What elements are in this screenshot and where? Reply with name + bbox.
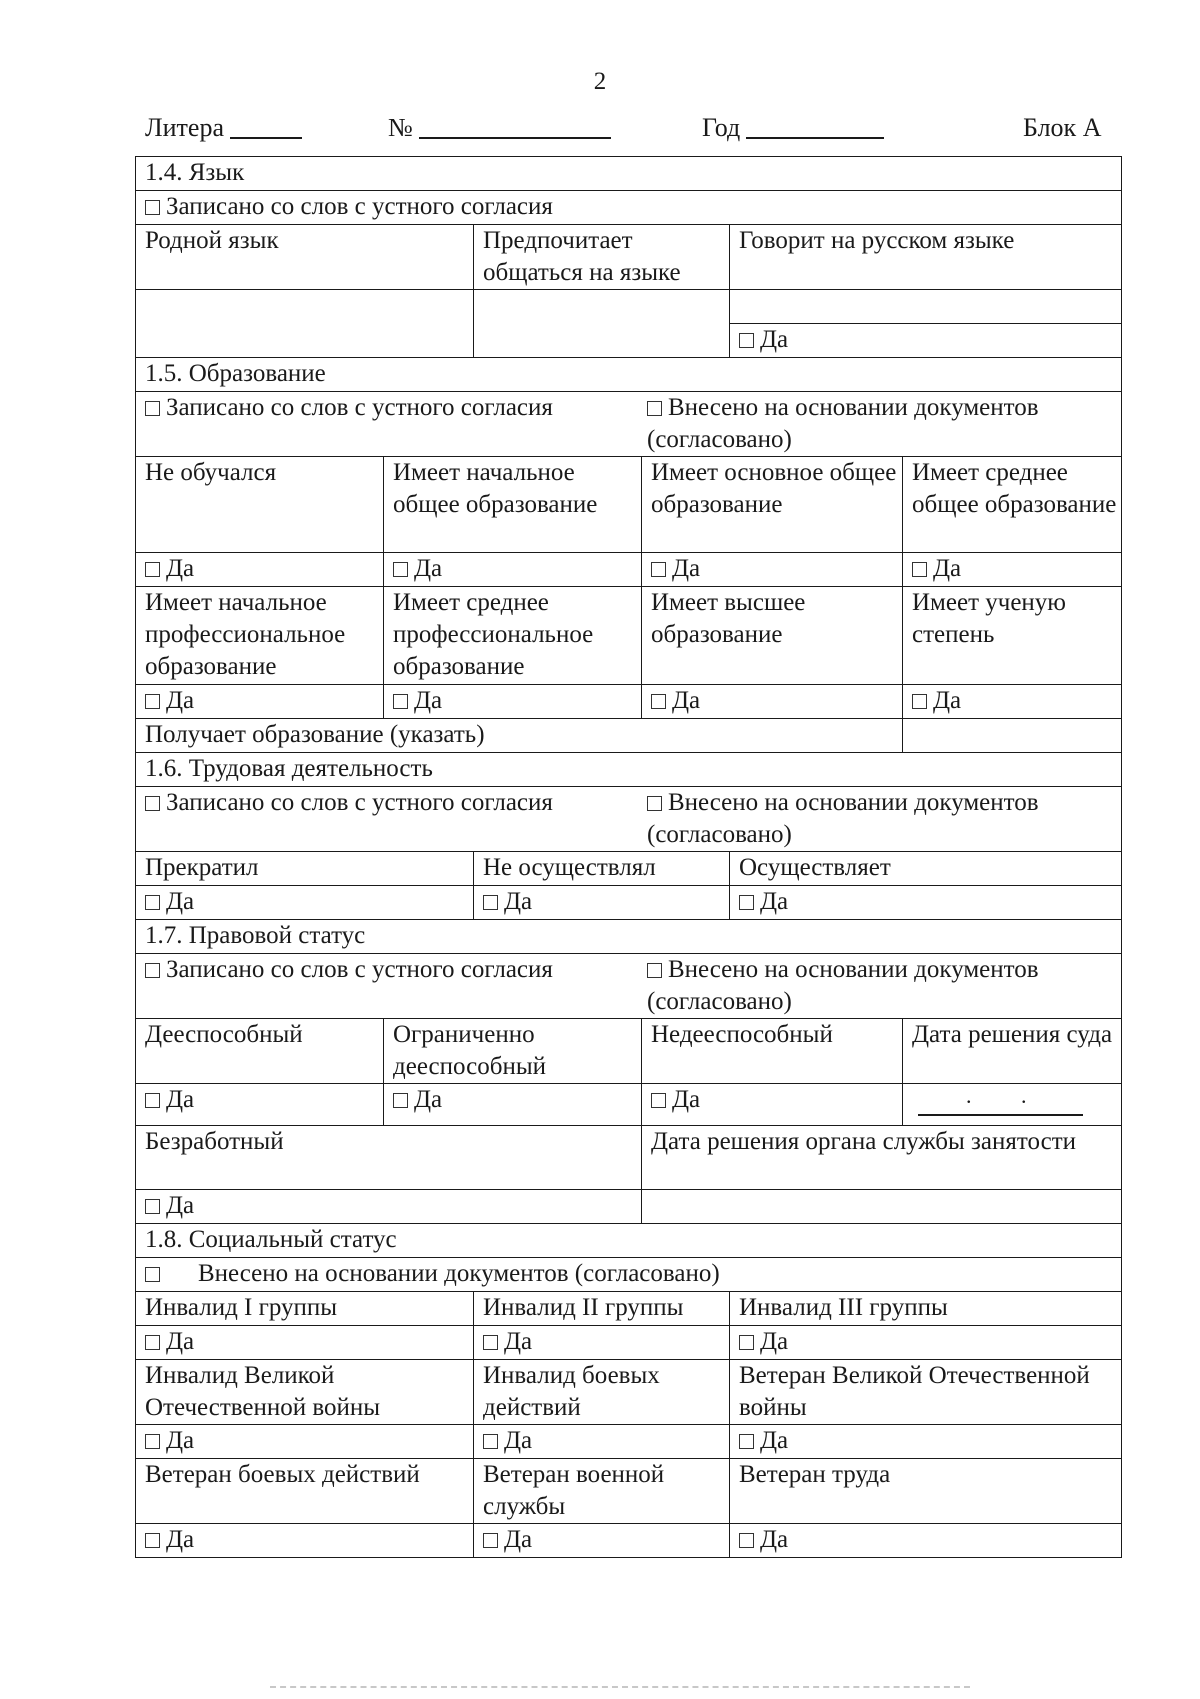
number-label: №	[388, 113, 413, 142]
yes-label: Да	[672, 555, 701, 582]
edu-secondary-general-header: Имеет среднее общее образование	[903, 457, 1122, 553]
disabled-group1-yes	[136, 1326, 474, 1360]
veteran-labor-header: Ветеран труда	[730, 1459, 1122, 1524]
yes-label: Да	[760, 888, 789, 915]
veteran-ww2-checkbox[interactable]	[739, 1434, 754, 1449]
year-label: Год	[702, 113, 741, 142]
yes-label: Да	[414, 555, 443, 582]
yes-label: Да	[414, 687, 443, 714]
yes-label: Да	[166, 687, 195, 714]
education-docs-label: Внесено на основании документов (согласовано)	[647, 394, 1039, 453]
edu-basic-general-yes	[642, 553, 903, 587]
legal-oral-label: Записано со слов с устного согласия	[166, 956, 553, 983]
number-field	[388, 113, 413, 143]
speaks-russian-checkbox[interactable]	[739, 333, 754, 348]
veteran-military-yes	[474, 1524, 730, 1558]
employment-office-date-header: Дата решения органа службы занятости	[642, 1126, 1122, 1190]
edu-higher-checkbox[interactable]	[651, 694, 666, 709]
veteran-combat-yes	[136, 1524, 474, 1558]
work-current-header: Осуществляет	[730, 852, 1122, 886]
legal-docs-label: Внесено на основании документов (согласовано)	[647, 956, 1039, 1015]
disabled-group2-header: Инвалид II группы	[474, 1292, 730, 1326]
veteran-combat-header: Ветеран боевых действий	[136, 1459, 474, 1524]
yes-label: Да	[760, 326, 789, 353]
speaks-russian-blank	[730, 290, 1122, 324]
legal-limited-header: Ограниченно дееспособный	[384, 1019, 642, 1084]
work-current-yes	[730, 886, 1122, 920]
legal-incapable-checkbox[interactable]	[651, 1093, 666, 1108]
yes-label: Да	[414, 1086, 443, 1113]
work-never-yes	[474, 886, 730, 920]
education-oral-checkbox[interactable]	[145, 401, 160, 416]
disabled-group1-header: Инвалид I группы	[136, 1292, 474, 1326]
native-language-input[interactable]	[136, 290, 474, 358]
number-input[interactable]	[419, 113, 611, 139]
yes-label: Да	[760, 1427, 789, 1454]
education-docs-checkbox[interactable]	[647, 401, 662, 416]
yes-label: Да	[166, 1192, 195, 1219]
employment-source-row	[136, 787, 1122, 852]
yes-label: Да	[504, 1328, 533, 1355]
edu-secondary-prof-checkbox[interactable]	[393, 694, 408, 709]
speaks-russian-yes	[730, 324, 1122, 358]
employment-office-date-input[interactable]	[642, 1190, 1122, 1224]
disabled-group3-checkbox[interactable]	[739, 1335, 754, 1350]
yes-label: Да	[166, 1328, 195, 1355]
yes-label: Да	[933, 687, 962, 714]
yes-label: Да	[504, 1427, 533, 1454]
disabled-group2-yes	[474, 1326, 730, 1360]
education-oral-label: Записано со слов с устного согласия	[166, 394, 553, 421]
yes-label: Да	[166, 1427, 195, 1454]
preferred-language-input[interactable]	[474, 290, 730, 358]
preferred-language-header: Предпочитает общаться на языке	[474, 225, 730, 290]
disabled-combat-yes	[474, 1425, 730, 1459]
edu-degree-yes	[903, 685, 1122, 719]
social-docs-checkbox[interactable]	[145, 1267, 160, 1282]
veteran-labor-yes	[730, 1524, 1122, 1558]
employment-docs-label: Внесено на основании документов (согласовано)	[647, 789, 1039, 848]
legal-capable-yes	[136, 1084, 384, 1126]
court-date-header: Дата решения суда	[903, 1019, 1122, 1084]
form-header	[145, 113, 1110, 149]
court-date-cell	[903, 1084, 1122, 1126]
employment-oral-label: Записано со слов с устного согласия	[166, 789, 553, 816]
litera-field	[145, 113, 224, 143]
yes-label: Да	[672, 1086, 701, 1113]
disabled-group2-checkbox[interactable]	[483, 1335, 498, 1350]
section-title-education: 1.5. Образование	[136, 358, 1122, 392]
legal-incapable-yes	[642, 1084, 903, 1126]
edu-secondary-general-yes	[903, 553, 1122, 587]
legal-docs-checkbox[interactable]	[647, 963, 662, 978]
work-never-header: Не осуществлял	[474, 852, 730, 886]
section-title-language: 1.4. Язык	[136, 157, 1122, 191]
form-table	[135, 156, 1122, 1558]
disabled-ww2-header: Инвалид Великой Отечественной войны	[136, 1360, 474, 1425]
court-date-input[interactable]: . .	[918, 1084, 1083, 1116]
edu-primary-general-header: Имеет начальное общее образование	[384, 457, 642, 553]
yes-label: Да	[933, 555, 962, 582]
veteran-military-checkbox[interactable]	[483, 1533, 498, 1548]
edu-receiving-label: Получает образование (указать)	[136, 719, 903, 753]
yes-label: Да	[166, 1526, 195, 1553]
yes-label: Да	[166, 555, 195, 582]
education-source-row	[136, 392, 1122, 457]
disabled-ww2-checkbox[interactable]	[145, 1434, 160, 1449]
unemployed-checkbox[interactable]	[145, 1199, 160, 1214]
litera-input[interactable]	[230, 113, 302, 139]
edu-secondary-prof-header: Имеет среднее профессиональное образование	[384, 587, 642, 685]
page-bottom-artifact	[270, 1686, 970, 1690]
edu-none-header: Не обучался	[136, 457, 384, 553]
veteran-labor-checkbox[interactable]	[739, 1533, 754, 1548]
language-source-row	[136, 191, 1122, 225]
edu-basic-general-checkbox[interactable]	[651, 562, 666, 577]
section-title-legal-status: 1.7. Правовой статус	[136, 920, 1122, 954]
legal-capable-checkbox[interactable]	[145, 1093, 160, 1108]
edu-secondary-prof-yes	[384, 685, 642, 719]
edu-primary-general-yes	[384, 553, 642, 587]
work-stopped-checkbox[interactable]	[145, 895, 160, 910]
edu-higher-header: Имеет высшее образование	[642, 587, 903, 685]
work-never-checkbox[interactable]	[483, 895, 498, 910]
disabled-group1-checkbox[interactable]	[145, 1335, 160, 1350]
block-label: Блок А	[1023, 113, 1102, 142]
unemployed-header: Безработный	[136, 1126, 642, 1190]
veteran-combat-checkbox[interactable]	[145, 1533, 160, 1548]
work-stopped-header: Прекратил	[136, 852, 474, 886]
disabled-combat-checkbox[interactable]	[483, 1434, 498, 1449]
unemployed-yes	[136, 1190, 642, 1224]
legal-source-row	[136, 954, 1122, 1019]
language-oral-label: Записано со слов с устного согласия	[166, 193, 553, 220]
work-stopped-yes	[136, 886, 474, 920]
yes-label: Да	[760, 1328, 789, 1355]
edu-primary-prof-header: Имеет начальное профессиональное образование	[136, 587, 384, 685]
litera-label: Литера	[145, 113, 224, 142]
veteran-ww2-yes	[730, 1425, 1122, 1459]
legal-oral-checkbox[interactable]	[145, 963, 160, 978]
edu-secondary-general-checkbox[interactable]	[912, 562, 927, 577]
native-language-header: Родной язык	[136, 225, 474, 290]
yes-label: Да	[166, 888, 195, 915]
edu-primary-prof-checkbox[interactable]	[145, 694, 160, 709]
section-title-social-status: 1.8. Социальный статус	[136, 1224, 1122, 1258]
work-current-checkbox[interactable]	[739, 895, 754, 910]
social-source-row	[136, 1258, 1122, 1292]
legal-limited-yes	[384, 1084, 642, 1126]
legal-capable-header: Дееспособный	[136, 1019, 384, 1084]
edu-higher-yes	[642, 685, 903, 719]
disabled-group3-header: Инвалид III группы	[730, 1292, 1122, 1326]
page-number: 2	[593, 68, 607, 95]
yes-label: Да	[166, 1086, 195, 1113]
section-title-employment: 1.6. Трудовая деятельность	[136, 753, 1122, 787]
legal-limited-checkbox[interactable]	[393, 1093, 408, 1108]
employment-docs-checkbox[interactable]	[647, 796, 662, 811]
edu-none-yes	[136, 553, 384, 587]
edu-degree-header: Имеет ученую степень	[903, 587, 1122, 685]
year-input[interactable]	[746, 113, 884, 139]
social-docs-label: Внесено на основании документов (согласовано)	[198, 1260, 720, 1287]
edu-basic-general-header: Имеет основное общее образование	[642, 457, 903, 553]
veteran-ww2-header: Ветеран Великой Отечественной войны	[730, 1360, 1122, 1425]
veteran-military-header: Ветеран военной службы	[474, 1459, 730, 1524]
disabled-ww2-yes	[136, 1425, 474, 1459]
edu-receiving-input[interactable]	[903, 719, 1122, 753]
edu-degree-checkbox[interactable]	[912, 694, 927, 709]
yes-label: Да	[672, 687, 701, 714]
disabled-combat-header: Инвалид боевых действий	[474, 1360, 730, 1425]
yes-label: Да	[504, 888, 533, 915]
employment-oral-checkbox[interactable]	[145, 796, 160, 811]
legal-incapable-header: Недееспособный	[642, 1019, 903, 1084]
edu-primary-prof-yes	[136, 685, 384, 719]
edu-primary-general-checkbox[interactable]	[393, 562, 408, 577]
edu-none-checkbox[interactable]	[145, 562, 160, 577]
yes-label: Да	[504, 1526, 533, 1553]
speaks-russian-header: Говорит на русском языке	[730, 225, 1122, 290]
year-field	[702, 113, 740, 143]
disabled-group3-yes	[730, 1326, 1122, 1360]
yes-label: Да	[760, 1526, 789, 1553]
language-oral-checkbox[interactable]	[145, 200, 160, 215]
